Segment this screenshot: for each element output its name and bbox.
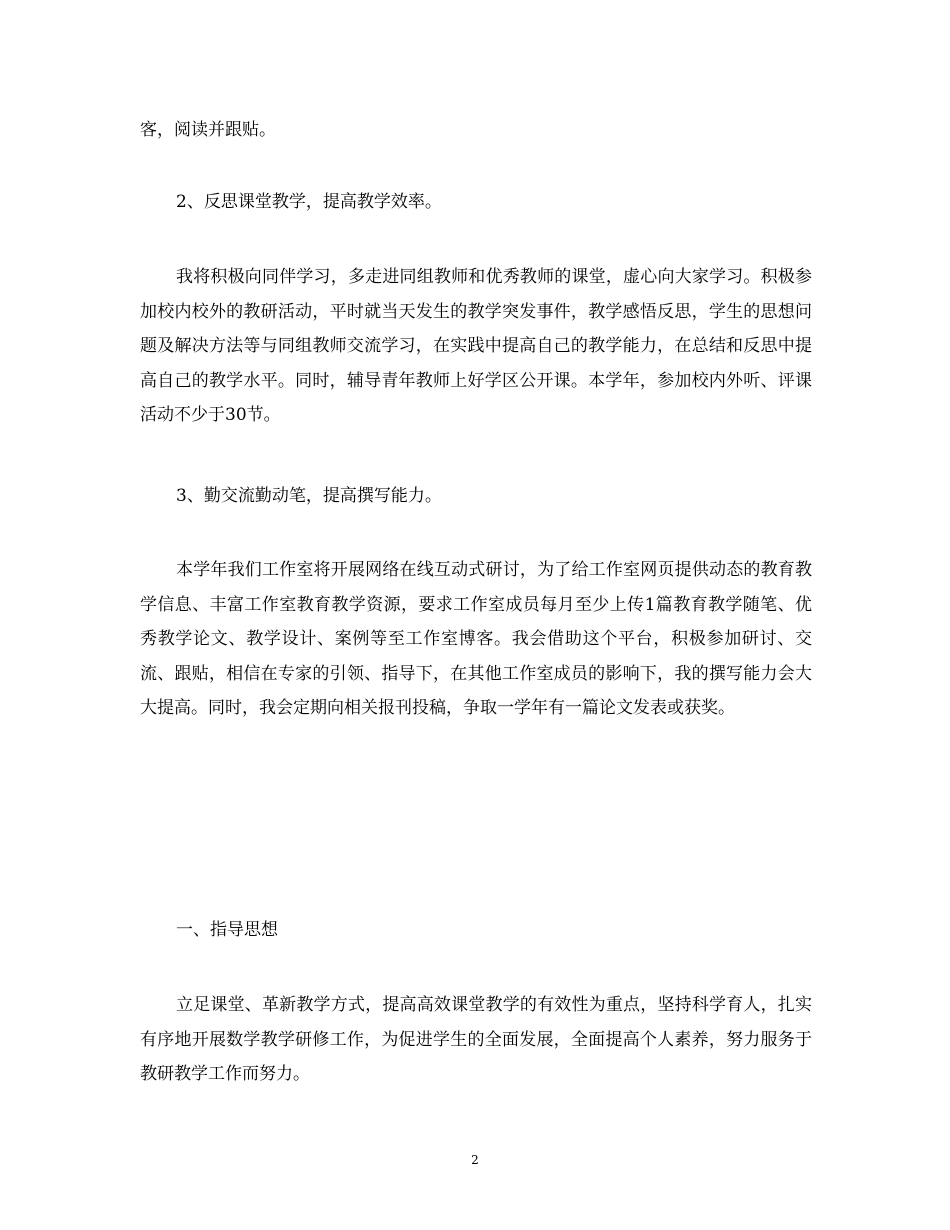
paragraph-continuation: 客，阅读并跟贴。 [140,120,276,140]
paragraph-guiding-ideology: 立足课堂、革新教学方式，提高高效课堂教学的有效性为重点，坚持科学育人，扎实有序地开展数学教学研修工作，为促进学生的全面发展，全面提高个人素养，努力服务于教研教学工作而努力。 [140,995,812,1084]
section-heading-reflect-teaching: 2、反思课堂教学，提高教学效率。 [176,192,442,212]
paragraph-writing: 本学年我们工作室将开展网络在线互动式研讨，为了给工作室网页提供动态的教育教学信息、丰富工作室教育教学资源，要求工作室成员每月至少上传1篇教育教学随笔、优秀教学论文、教学设计、案例等至工作室博客。我会借助这个平台，积极参加研讨、交流、跟贴，相信在专家的引领、指导下，在其他工作室成员的影响下，我的撰写能力会大大提高。同时，我会定期向相关报刊投稿，争取一学年有一篇论文发表或获奖。 [140,560,812,718]
section-heading-writing: 3、勤交流勤动笔，提高撰写能力。 [176,486,442,506]
paragraph-reflect-teaching: 我将积极向同伴学习，多走进同组教师和优秀教师的课堂，虚心向大家学习。积极参加校内校外的教研活动，平时就当天发生的教学突发事件，教学感悟反思，学生的思想问题及解决方法等与同组教师交流学习，在实践中提高自己的教学能力，在总结和反思中提高自己的教学水平。同时，辅导青年教师上好学区公开课。本学年，参加校内外听、评课活动不少于30节。 [140,267,812,425]
page-number: 2 [471,1153,479,1167]
section-heading-guiding-ideology: 一、指导思想 [176,920,278,940]
